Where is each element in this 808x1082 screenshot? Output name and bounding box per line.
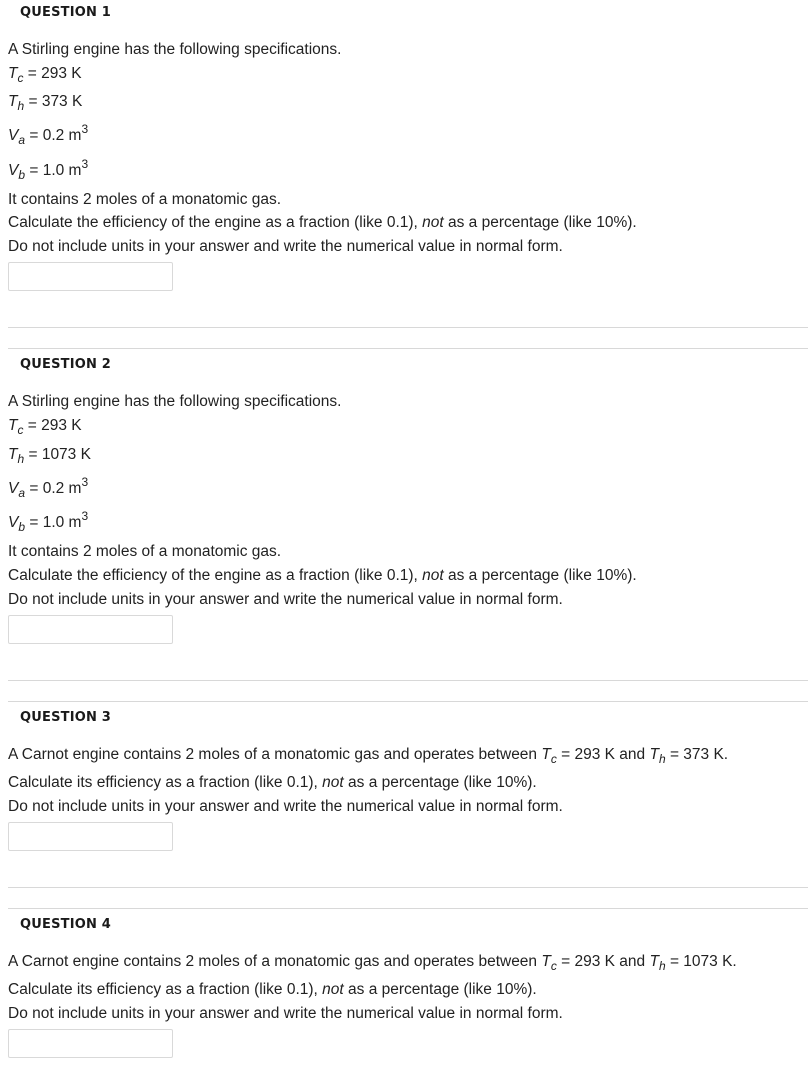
instruction-text: Calculate its efficiency as a fraction (like 0.1),: [8, 774, 323, 791]
question-3-statement: [8, 746, 728, 764]
th-value: = 373 K: [24, 93, 83, 110]
divider: [8, 701, 808, 702]
tc-symbol: T: [8, 417, 18, 434]
question-4-title: QUESTION 4: [20, 917, 112, 932]
va-value: = 0.2 m: [25, 127, 82, 144]
question-1-th: [8, 93, 82, 111]
va-subscript: a: [18, 486, 26, 500]
question-1-intro: A Stirling engine has the following specifications.: [8, 41, 342, 58]
tc-value: = 293 K and: [556, 746, 650, 763]
question-1-note: Do not include units in your answer and write the numerical value in normal form.: [8, 238, 563, 255]
question-2-note: Do not include units in your answer and write the numerical value in normal form.: [8, 591, 563, 608]
question-4-statement: [8, 953, 737, 971]
va-symbol: V: [8, 127, 19, 144]
instruction-text: Calculate the efficiency of the engine as a fraction (like 0.1),: [8, 567, 423, 584]
va-subscript: a: [18, 133, 26, 147]
th-subscript: h: [658, 752, 666, 766]
th-symbol: T: [649, 953, 659, 970]
th-value: = 1073 K: [24, 446, 91, 463]
instruction-text-end: as a percentage (like 10%).: [443, 214, 637, 231]
question-3-title: QUESTION 3: [20, 710, 112, 725]
question-1-title: QUESTION 1: [20, 5, 112, 20]
th-symbol: T: [8, 446, 18, 463]
question-3-answer-input[interactable]: [8, 822, 173, 851]
instruction-text-end: as a percentage (like 10%).: [343, 981, 537, 998]
question-2-title: QUESTION 2: [20, 357, 112, 372]
instruction-text: Calculate its efficiency as a fraction (like 0.1),: [8, 981, 323, 998]
th-symbol: T: [649, 746, 659, 763]
instruction-text-end: as a percentage (like 10%).: [343, 774, 537, 791]
divider: [8, 348, 808, 349]
tc-subscript: c: [17, 423, 24, 437]
question-2-gas: It contains 2 moles of a monatomic gas.: [8, 543, 282, 560]
divider: [8, 908, 808, 909]
th-value: = 373 K.: [665, 746, 729, 763]
vb-value: = 1.0 m: [25, 514, 82, 531]
instruction-text: Calculate the efficiency of the engine as a fraction (like 0.1),: [8, 214, 423, 231]
vb-symbol: V: [8, 514, 19, 531]
vb-value: = 1.0 m: [25, 162, 82, 179]
question-3-note: Do not include units in your answer and write the numerical value in normal form.: [8, 798, 563, 815]
question-1-tc: [8, 65, 82, 83]
tc-value: = 293 K: [23, 65, 82, 82]
question-2-vb: [8, 509, 89, 534]
th-subscript: h: [17, 99, 25, 113]
va-exponent: 3: [81, 122, 89, 136]
th-value: = 1073 K.: [665, 953, 737, 970]
question-4-note: Do not include units in your answer and write the numerical value in normal form.: [8, 1005, 563, 1022]
vb-subscript: b: [18, 520, 26, 534]
question-1-vb: [8, 157, 89, 182]
question-4-instruction: [8, 981, 537, 999]
va-symbol: V: [8, 480, 19, 497]
question-2-intro: A Stirling engine has the following specifications.: [8, 393, 342, 410]
va-exponent: 3: [81, 475, 89, 489]
th-subscript: h: [17, 452, 25, 466]
question-2-tc: [8, 417, 82, 435]
tc-subscript: c: [550, 752, 557, 766]
question-4-answer-input[interactable]: [8, 1029, 173, 1058]
vb-symbol: V: [8, 162, 19, 179]
question-1-answer-input[interactable]: [8, 262, 173, 291]
tc-value: = 293 K and: [556, 953, 650, 970]
divider: [8, 887, 808, 888]
tc-subscript: c: [17, 71, 24, 85]
question-1-instruction: [8, 214, 637, 232]
question-1-gas: It contains 2 moles of a monatomic gas.: [8, 191, 282, 208]
th-symbol: T: [8, 93, 18, 110]
instruction-text-end: as a percentage (like 10%).: [443, 567, 637, 584]
question-2-instruction: [8, 567, 637, 585]
instruction-emphasis: not: [322, 981, 344, 998]
vb-exponent: 3: [81, 509, 89, 523]
tc-value: = 293 K: [23, 417, 82, 434]
divider: [8, 680, 808, 681]
question-1-va: [8, 122, 89, 147]
divider: [8, 327, 808, 328]
tc-symbol: T: [541, 746, 551, 763]
instruction-emphasis: not: [322, 774, 344, 791]
va-value: = 0.2 m: [25, 480, 82, 497]
th-subscript: h: [658, 959, 666, 973]
question-2-va: [8, 475, 89, 500]
question-2-answer-input[interactable]: [8, 615, 173, 644]
instruction-emphasis: not: [422, 214, 444, 231]
carnot-text: A Carnot engine contains 2 moles of a monatomic gas and operates between: [8, 746, 542, 763]
vb-subscript: b: [18, 168, 26, 182]
instruction-emphasis: not: [422, 567, 444, 584]
question-2-th: [8, 446, 91, 464]
vb-exponent: 3: [81, 157, 89, 171]
tc-subscript: c: [550, 959, 557, 973]
carnot-text: A Carnot engine contains 2 moles of a monatomic gas and operates between: [8, 953, 542, 970]
tc-symbol: T: [8, 65, 18, 82]
tc-symbol: T: [541, 953, 551, 970]
question-3-instruction: [8, 774, 537, 792]
